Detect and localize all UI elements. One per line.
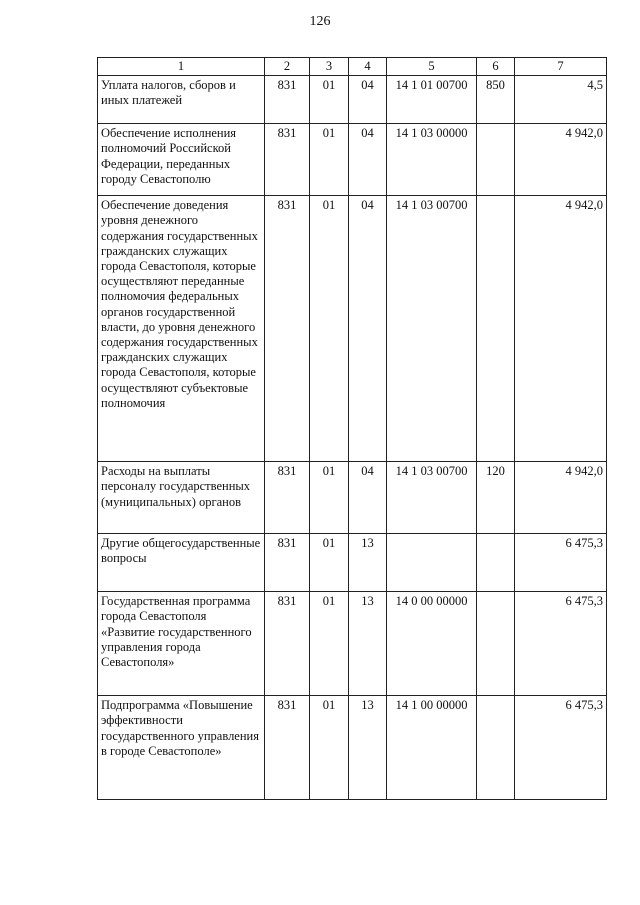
row-ved: 831 (265, 76, 310, 124)
row-rz: 01 (310, 534, 349, 592)
row-name: Обеспечение исполнения полномочий Российской Федерации, переданных городу Севастополю (98, 124, 265, 196)
row-vr: 850 (477, 76, 515, 124)
header-cell: 3 (310, 58, 349, 76)
row-rz: 01 (310, 462, 349, 534)
header-cell: 6 (477, 58, 515, 76)
header-cell: 5 (387, 58, 477, 76)
row-name: Уплата налогов, сборов и иных платежей (98, 76, 265, 124)
row-sum: 6 475,3 (515, 592, 607, 696)
row-rz: 01 (310, 696, 349, 800)
row-csr: 14 1 03 00700 (387, 462, 477, 534)
row-vr (477, 196, 515, 462)
row-ved: 831 (265, 124, 310, 196)
row-name: Государственная программа города Севастополя «Развитие государственного управления города Севастополя» (98, 592, 265, 696)
row-csr: 14 1 03 00000 (387, 124, 477, 196)
row-pr: 13 (349, 696, 387, 800)
row-ved: 831 (265, 534, 310, 592)
row-sum: 6 475,3 (515, 696, 607, 800)
header-cell: 1 (98, 58, 265, 76)
row-sum: 4 942,0 (515, 124, 607, 196)
row-ved: 831 (265, 696, 310, 800)
row-pr: 04 (349, 76, 387, 124)
budget-table (97, 57, 607, 800)
row-ved: 831 (265, 462, 310, 534)
row-pr: 04 (349, 196, 387, 462)
row-name: Другие общегосударственные вопросы (98, 534, 265, 592)
row-csr: 14 1 03 00700 (387, 196, 477, 462)
row-sum: 4,5 (515, 76, 607, 124)
row-rz: 01 (310, 124, 349, 196)
row-pr: 04 (349, 124, 387, 196)
row-vr: 120 (477, 462, 515, 534)
table-row (98, 534, 607, 592)
header-cell: 2 (265, 58, 310, 76)
row-rz: 01 (310, 196, 349, 462)
row-pr: 13 (349, 592, 387, 696)
row-pr: 04 (349, 462, 387, 534)
row-csr: 14 1 00 00000 (387, 696, 477, 800)
row-vr (477, 592, 515, 696)
row-pr: 13 (349, 534, 387, 592)
row-rz: 01 (310, 592, 349, 696)
row-csr: 14 1 01 00700 (387, 76, 477, 124)
table-header-row (98, 58, 607, 76)
row-name: Подпрограмма «Повышение эффективности государственного управления в городе Севастополе» (98, 696, 265, 800)
row-sum: 4 942,0 (515, 462, 607, 534)
table-row (98, 696, 607, 800)
row-sum: 6 475,3 (515, 534, 607, 592)
row-ved: 831 (265, 196, 310, 462)
row-rz: 01 (310, 76, 349, 124)
row-sum: 4 942,0 (515, 196, 607, 462)
row-ved: 831 (265, 592, 310, 696)
row-name: Обеспечение доведения уровня денежного содержания государственных гражданских служащих города Севастополя, которые осуществляют переданные полномочия федеральных органов государственной власти, до уровня денежного содержания государственных гражданских служащих города Севастополя, которые осуществляют субъектовые полномочия (98, 196, 265, 462)
page-number: 126 (309, 14, 331, 29)
row-csr: 14 0 00 00000 (387, 592, 477, 696)
table-row (98, 196, 607, 462)
row-vr (477, 124, 515, 196)
header-cell: 7 (515, 58, 607, 76)
table-row (98, 124, 607, 196)
header-cell: 4 (349, 58, 387, 76)
row-name: Расходы на выплаты персоналу государственных (муниципальных) органов (98, 462, 265, 534)
row-csr (387, 534, 477, 592)
row-vr (477, 696, 515, 800)
table-row (98, 462, 607, 534)
table-row (98, 592, 607, 696)
table-row (98, 76, 607, 124)
row-vr (477, 534, 515, 592)
